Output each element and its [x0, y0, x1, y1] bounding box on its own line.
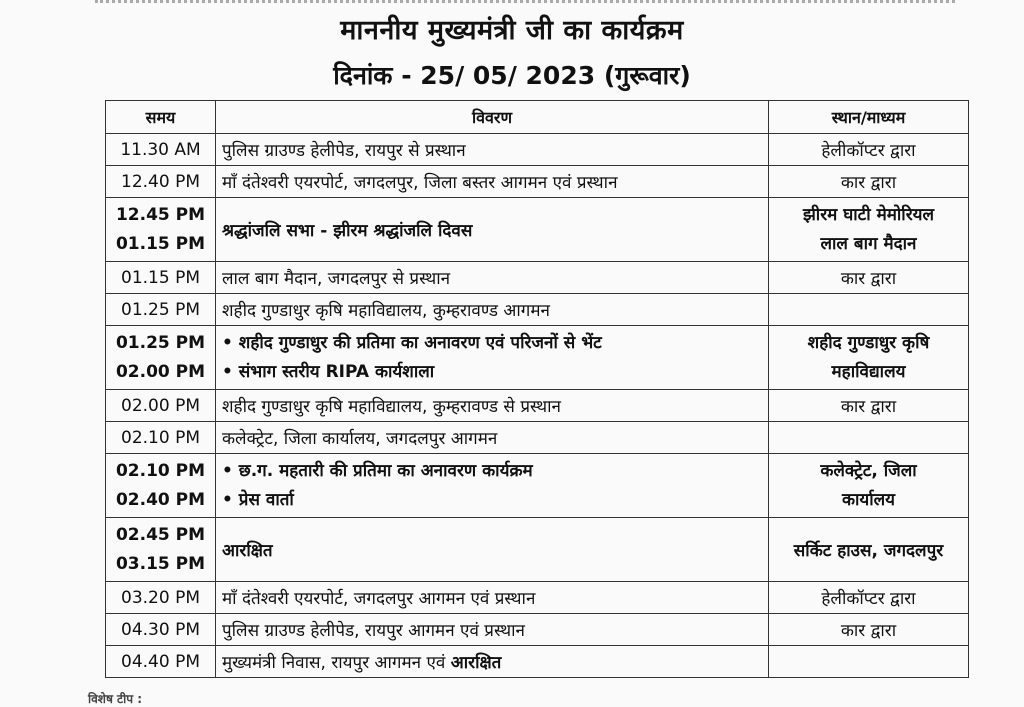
table-row — [106, 294, 969, 326]
row-place-line1: कलेक्ट्रेट, जिला — [820, 460, 917, 481]
row-description: माँ दंतेश्वरी एयरपोर्ट, जगदलपुर, जिला बस्तर आगमन एवं प्रस्थान — [216, 166, 769, 198]
row-time: 01.25 PM — [106, 294, 216, 326]
row-place-line1: झीरम घाटी मेमोरियल — [802, 204, 935, 225]
row-time-start: 02.45 PM — [115, 524, 206, 545]
row-time-start: 01.25 PM — [115, 332, 206, 353]
row-time-start: 02.10 PM — [115, 460, 206, 481]
row-description: पुलिस ग्राउण्ड हेलीपेड, रायपुर आगमन एवं प्रस्थान — [216, 614, 769, 646]
row-time: 12.40 PM — [106, 166, 216, 198]
bullet-text: प्रेस वार्ता — [238, 489, 294, 510]
table-row — [106, 326, 969, 390]
bullet-item: • छ.ग. महतारी की प्रतिमा का अनावरण कार्यक्रम — [222, 460, 533, 481]
row-time: 11.30 AM — [106, 134, 216, 166]
bullet-text: शहीद गुण्डाधुर की प्रतिमा का अनावरण एवं परिजनों से भेंट — [238, 332, 602, 353]
table-row — [106, 198, 969, 262]
row-time: 01.15 PM — [106, 262, 216, 294]
row-place: हेलीकॉप्टर द्वारा — [769, 134, 969, 166]
row-description: श्रद्धांजलि सभा - झीरम श्रद्धांजलि दिवस — [216, 198, 769, 262]
row-time-end: 03.15 PM — [115, 553, 206, 574]
row-time: 02.10 PM — [106, 422, 216, 454]
row-description: लाल बाग मैदान, जगदलपुर से प्रस्थान — [216, 262, 769, 294]
row-place — [769, 422, 969, 454]
row-description — [216, 646, 769, 678]
schedule-date: दिनांक - 25/ 05/ 2023 (गुरूवार) — [333, 61, 691, 90]
row-place: कार द्वारा — [769, 262, 969, 294]
bullet-item: • संभाग स्तरीय RIPA कार्यशाला — [222, 361, 435, 382]
row-place: कार द्वारा — [769, 614, 969, 646]
row-description: कलेक्ट्रेट, जिला कार्यालय, जगदलपुर आगमन — [216, 422, 769, 454]
row-description-bold: आरक्षित — [450, 653, 502, 673]
row-place: सर्किट हाउस, जगदलपुर — [769, 518, 969, 582]
row-place-line2: लाल बाग मैदान — [820, 233, 917, 254]
row-time: 04.40 PM — [106, 646, 216, 678]
row-description-bullets — [216, 454, 769, 518]
row-time-end: 02.40 PM — [115, 489, 206, 510]
table-row — [106, 614, 969, 646]
page-title: माननीय मुख्यमंत्री जी का कार्यक्रम — [340, 15, 684, 46]
row-description-text: मुख्यमंत्री निवास, रायपुर आगमन एवं — [222, 653, 446, 673]
column-header-place: स्थान/माध्यम — [769, 101, 969, 134]
row-place: कार द्वारा — [769, 166, 969, 198]
table-row — [106, 390, 969, 422]
row-time-start: 12.45 PM — [115, 204, 206, 225]
row-time-range — [106, 454, 216, 518]
row-place — [769, 294, 969, 326]
table-row — [106, 262, 969, 294]
row-place — [769, 326, 969, 390]
row-description: आरक्षित — [216, 518, 769, 582]
bullet-text: छ.ग. महतारी की प्रतिमा का अनावरण कार्यक्रम — [238, 460, 533, 481]
bullet-item: • शहीद गुण्डाधुर की प्रतिमा का अनावरण एवं परिजनों से भेंट — [222, 332, 602, 353]
table-row — [106, 646, 969, 678]
table-header-row — [106, 101, 969, 134]
top-dotted-divider — [95, 0, 955, 7]
row-description: माँ दंतेश्वरी एयरपोर्ट, जगदलपुर आगमन एवं प्रस्थान — [216, 582, 769, 614]
row-time: 03.20 PM — [106, 582, 216, 614]
row-time-end: 01.15 PM — [115, 233, 206, 254]
row-place — [769, 454, 969, 518]
table-row — [106, 166, 969, 198]
row-description: शहीद गुण्डाधुर कृषि महाविद्यालय, कुम्हरावण्ड से प्रस्थान — [216, 390, 769, 422]
column-header-description: विवरण — [216, 101, 769, 134]
table-row — [106, 134, 969, 166]
row-place — [769, 646, 969, 678]
bullet-item: • प्रेस वार्ता — [222, 489, 294, 510]
schedule-table — [105, 100, 969, 678]
row-time: 04.30 PM — [106, 614, 216, 646]
row-description-bullets — [216, 326, 769, 390]
row-place — [769, 198, 969, 262]
row-description: पुलिस ग्राउण्ड हेलीपेड, रायपुर से प्रस्थान — [216, 134, 769, 166]
bullet-text: संभाग स्तरीय RIPA कार्यशाला — [238, 361, 435, 382]
row-place-line2: कार्यालय — [841, 489, 896, 510]
row-time-range — [106, 326, 216, 390]
table-row — [106, 422, 969, 454]
table-row — [106, 454, 969, 518]
table-row — [106, 518, 969, 582]
row-description: शहीद गुण्डाधुर कृषि महाविद्यालय, कुम्हरावण्ड आगमन — [216, 294, 769, 326]
row-time-end: 02.00 PM — [115, 361, 206, 382]
column-header-time: समय — [106, 101, 216, 134]
row-time-range — [106, 198, 216, 262]
footer-note: विशेष टीप : — [88, 692, 143, 706]
row-time: 02.00 PM — [106, 390, 216, 422]
row-place-line2: महाविद्यालय — [831, 361, 906, 382]
row-place: कार द्वारा — [769, 390, 969, 422]
table-row — [106, 582, 969, 614]
row-place-line1: शहीद गुण्डाधुर कृषि — [807, 332, 930, 353]
row-time-range — [106, 518, 216, 582]
row-place: हेलीकॉप्टर द्वारा — [769, 582, 969, 614]
